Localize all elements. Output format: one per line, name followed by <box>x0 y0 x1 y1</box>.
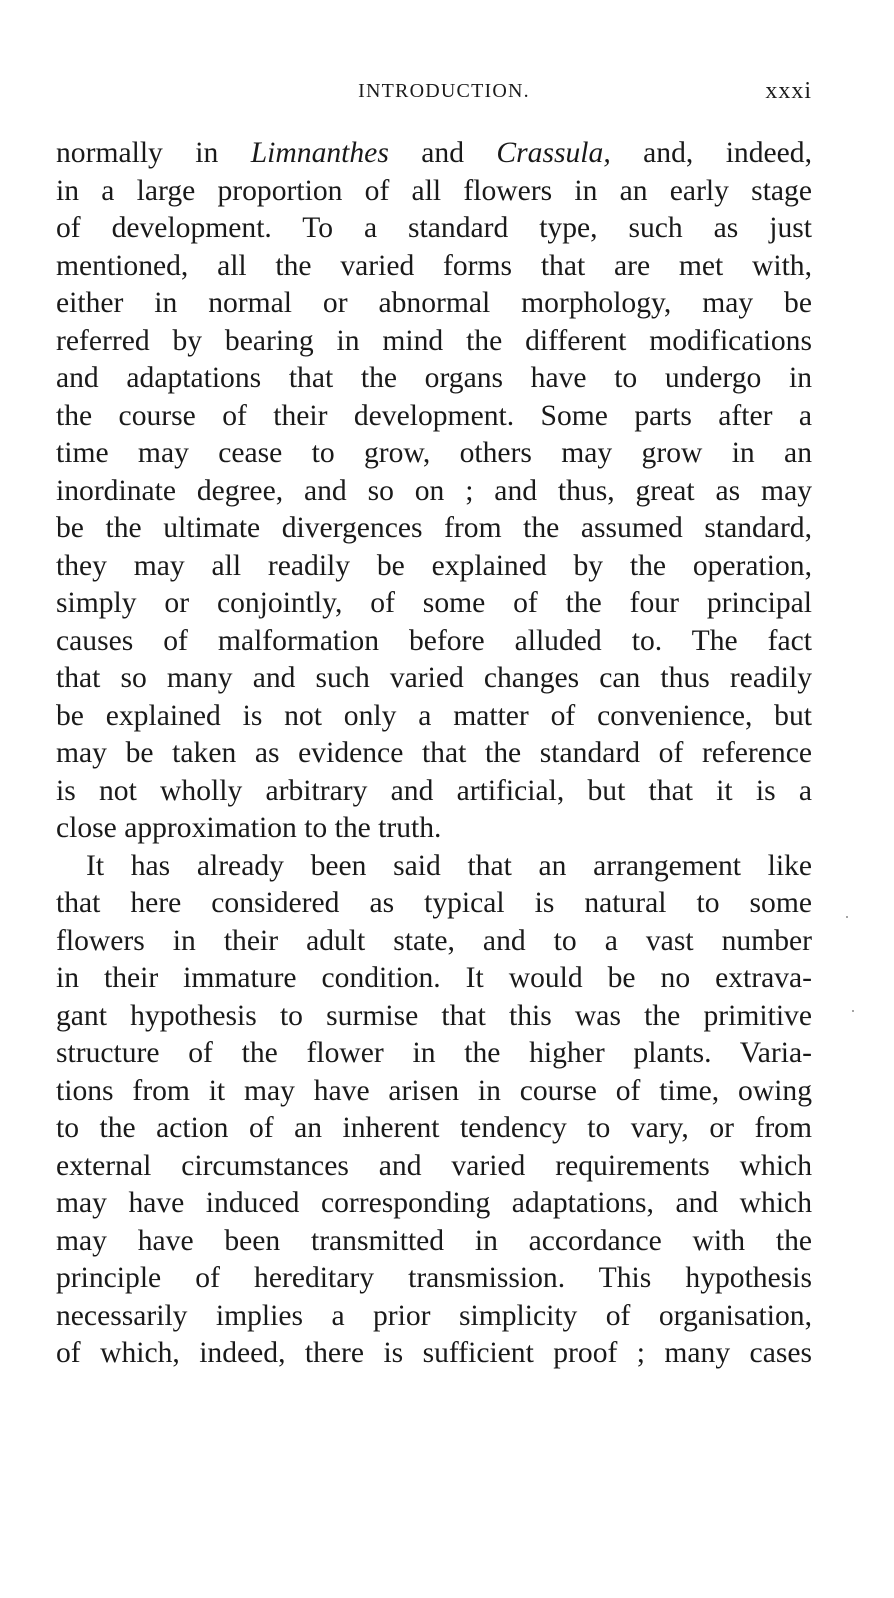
text-line: either in normal or abnormal morphology, may be <box>56 287 812 319</box>
text-line: they may all readily be explained by the operation, <box>56 549 812 582</box>
text-line: causes of malformation before alluded to. The fact <box>56 624 812 657</box>
text-line: It has already been said that an arrangement like <box>86 849 812 882</box>
running-title: INTRODUCTION. <box>358 80 530 102</box>
text-line: inordinate degree, and so on ; and thus, great as may <box>56 474 812 507</box>
text-line: that so many and such varied changes can thus readily <box>56 662 812 694</box>
text-line: flowers in their adult state, and to a vast number <box>56 924 812 957</box>
text-line: gant hypothesis to surmise that this was the primitive <box>56 999 812 1032</box>
text-line: is not wholly arbitrary and artificial, but that it is a <box>56 774 812 807</box>
running-head <box>56 76 812 106</box>
text-line: may have been transmitted in accordance with the <box>56 1224 812 1257</box>
print-speck <box>852 1010 854 1012</box>
text-line: mentioned, all the varied forms that are met with, <box>56 249 812 282</box>
italic-genus-name: Limnanthes <box>250 137 389 169</box>
text-line: structure of the flower in the higher plants. Varia- <box>56 1037 812 1069</box>
print-speck <box>846 916 848 918</box>
text-line: principle of hereditary transmission. This hypothesis <box>56 1262 812 1294</box>
text-line: the course of their development. Some parts after a <box>56 399 812 432</box>
text-line: be the ultimate divergences from the assumed standard, <box>56 512 812 544</box>
page-number: xxxi <box>765 78 812 104</box>
text-line: and adaptations that the organs have to undergo in <box>56 362 812 394</box>
text-line: may be taken as evidence that the standard of reference <box>56 737 812 769</box>
text-line: may have induced corresponding adaptations, and which <box>56 1187 812 1219</box>
italic-genus-name: Crassula, <box>496 137 611 169</box>
text-line: tions from it may have arisen in course of time, owing <box>56 1074 812 1107</box>
text-line: of development. To a standard type, such as just <box>56 212 812 244</box>
text-line: simply or conjointly, of some of the four principal <box>56 587 812 619</box>
text-line: be explained is not only a matter of convenience, but <box>56 699 812 732</box>
text-line: close approximation to the truth. <box>56 812 442 844</box>
text-line: to the action of an inherent tendency to vary, or from <box>56 1112 812 1144</box>
text-line: external circumstances and varied requirements which <box>56 1149 812 1182</box>
text-line: in a large proportion of all flowers in an early stage <box>56 174 812 207</box>
text-line: of which, indeed, there is sufficient proof ; many cases <box>56 1337 812 1369</box>
paragraph-2 <box>56 848 812 1373</box>
text-line: referred by bearing in mind the different modifications <box>56 324 812 357</box>
text-line: that here considered as typical is natural to some <box>56 887 812 919</box>
paragraph-1 <box>56 135 812 848</box>
text-line: necessarily implies a prior simplicity of organisation, <box>56 1299 812 1332</box>
body-text <box>56 135 812 1373</box>
text-line: time may cease to grow, others may grow in an <box>56 437 812 469</box>
text-line: normally in Limnanthes and Crassula, and, indeed, <box>56 137 812 169</box>
text-line: in their immature condition. It would be no extrava- <box>56 962 812 994</box>
